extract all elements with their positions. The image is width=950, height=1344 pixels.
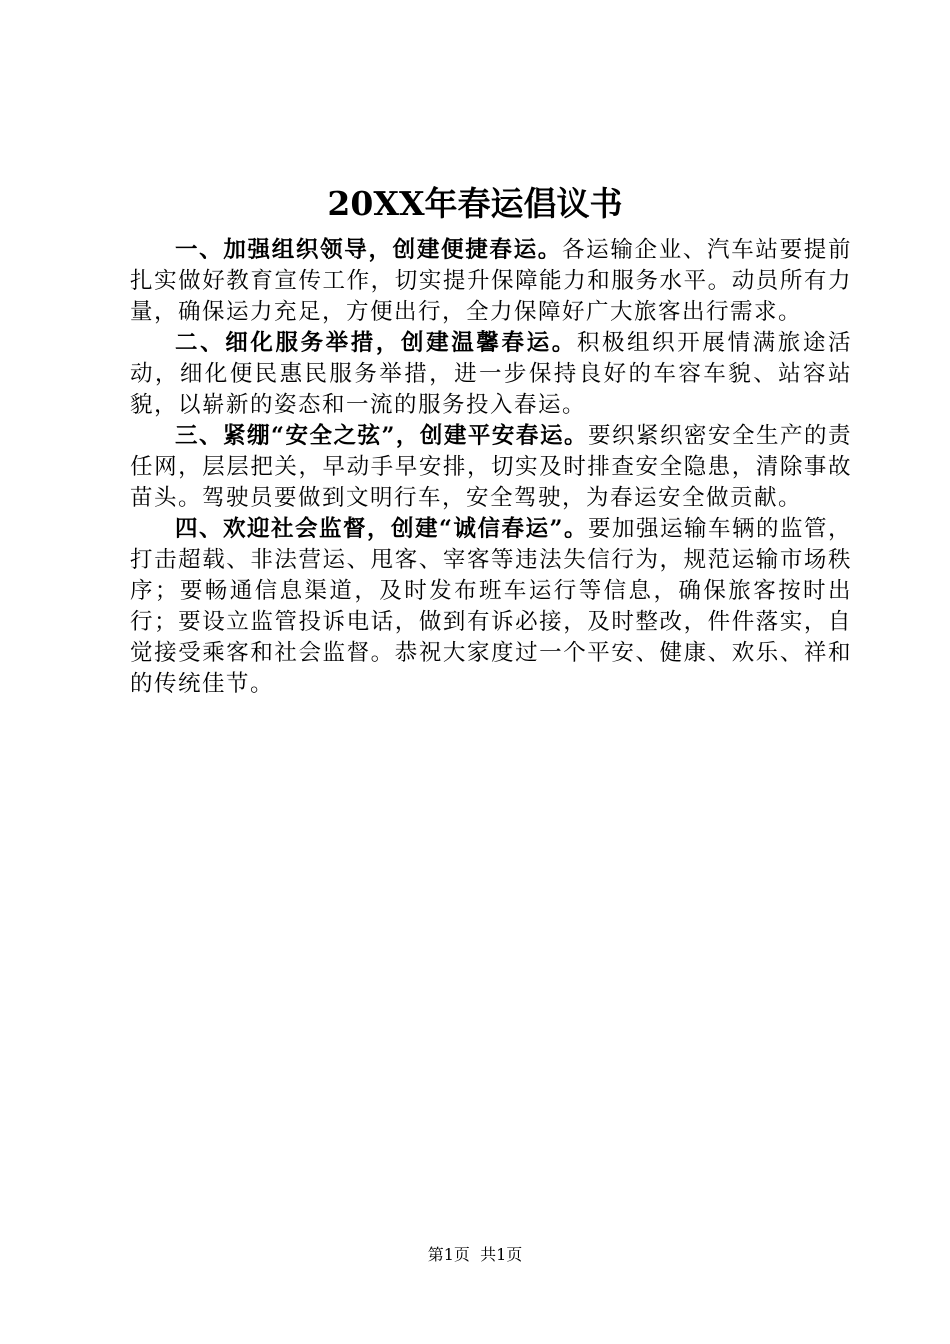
paragraph-4-lead: 四、欢迎社会监督，创建“诚信春运”。 [175,516,588,542]
paragraph-2-text: 积极组织开展情满旅途活动，细化便民惠民服务举措，进一步保持良好的车容车貌、站容站貌，以崭新的姿态和一流的服务投入春运。 [130,330,852,418]
document-title: 20XX年春运倡议书 [327,184,623,223]
paragraph-2-lead: 二、细化服务举措，创建温馨春运。 [175,330,577,356]
document-body [130,235,852,700]
paragraph-1 [130,235,852,328]
paragraph-3 [130,421,852,514]
paragraph-4 [130,514,852,700]
paragraph-1-text: 各运输企业、汽车站要提前扎实做好教育宣传工作，切实提升保障能力和服务水平。动员所有力量，确保运力充足，方便出行，全力保障好广大旅客出行需求。 [130,237,852,325]
paragraph-3-lead: 三、紧绷“安全之弦”，创建平安春运。 [175,423,588,449]
paragraph-3-text: 要织紧织密安全生产的责任网，层层把关，早动手早安排，切实及时排查安全隐患，清除事故苗头。驾驶员要做到文明行车，安全驾驶，为春运安全做贡献。 [130,423,852,511]
paragraph-4-text: 要加强运输车辆的监管，打击超载、非法营运、甩客、宰客等违法失信行为，规范运输市场秩序；要畅通信息渠道，及时发布班车运行等信息，确保旅客按时出行；要设立监管投诉电话，做到有诉必接，及时整改，件件落实，自觉接受乘客和社会监督。恭祝大家度过一个平安、健康、欢乐、祥和的传统佳节。 [130,516,852,697]
page-total: 共1页 [480,1245,523,1264]
page-footer [0,1243,950,1267]
page-number: 第1页 [427,1245,470,1264]
paragraph-1-lead: 一、加强组织领导，创建便捷春运。 [175,237,562,263]
paragraph-2 [130,328,852,421]
